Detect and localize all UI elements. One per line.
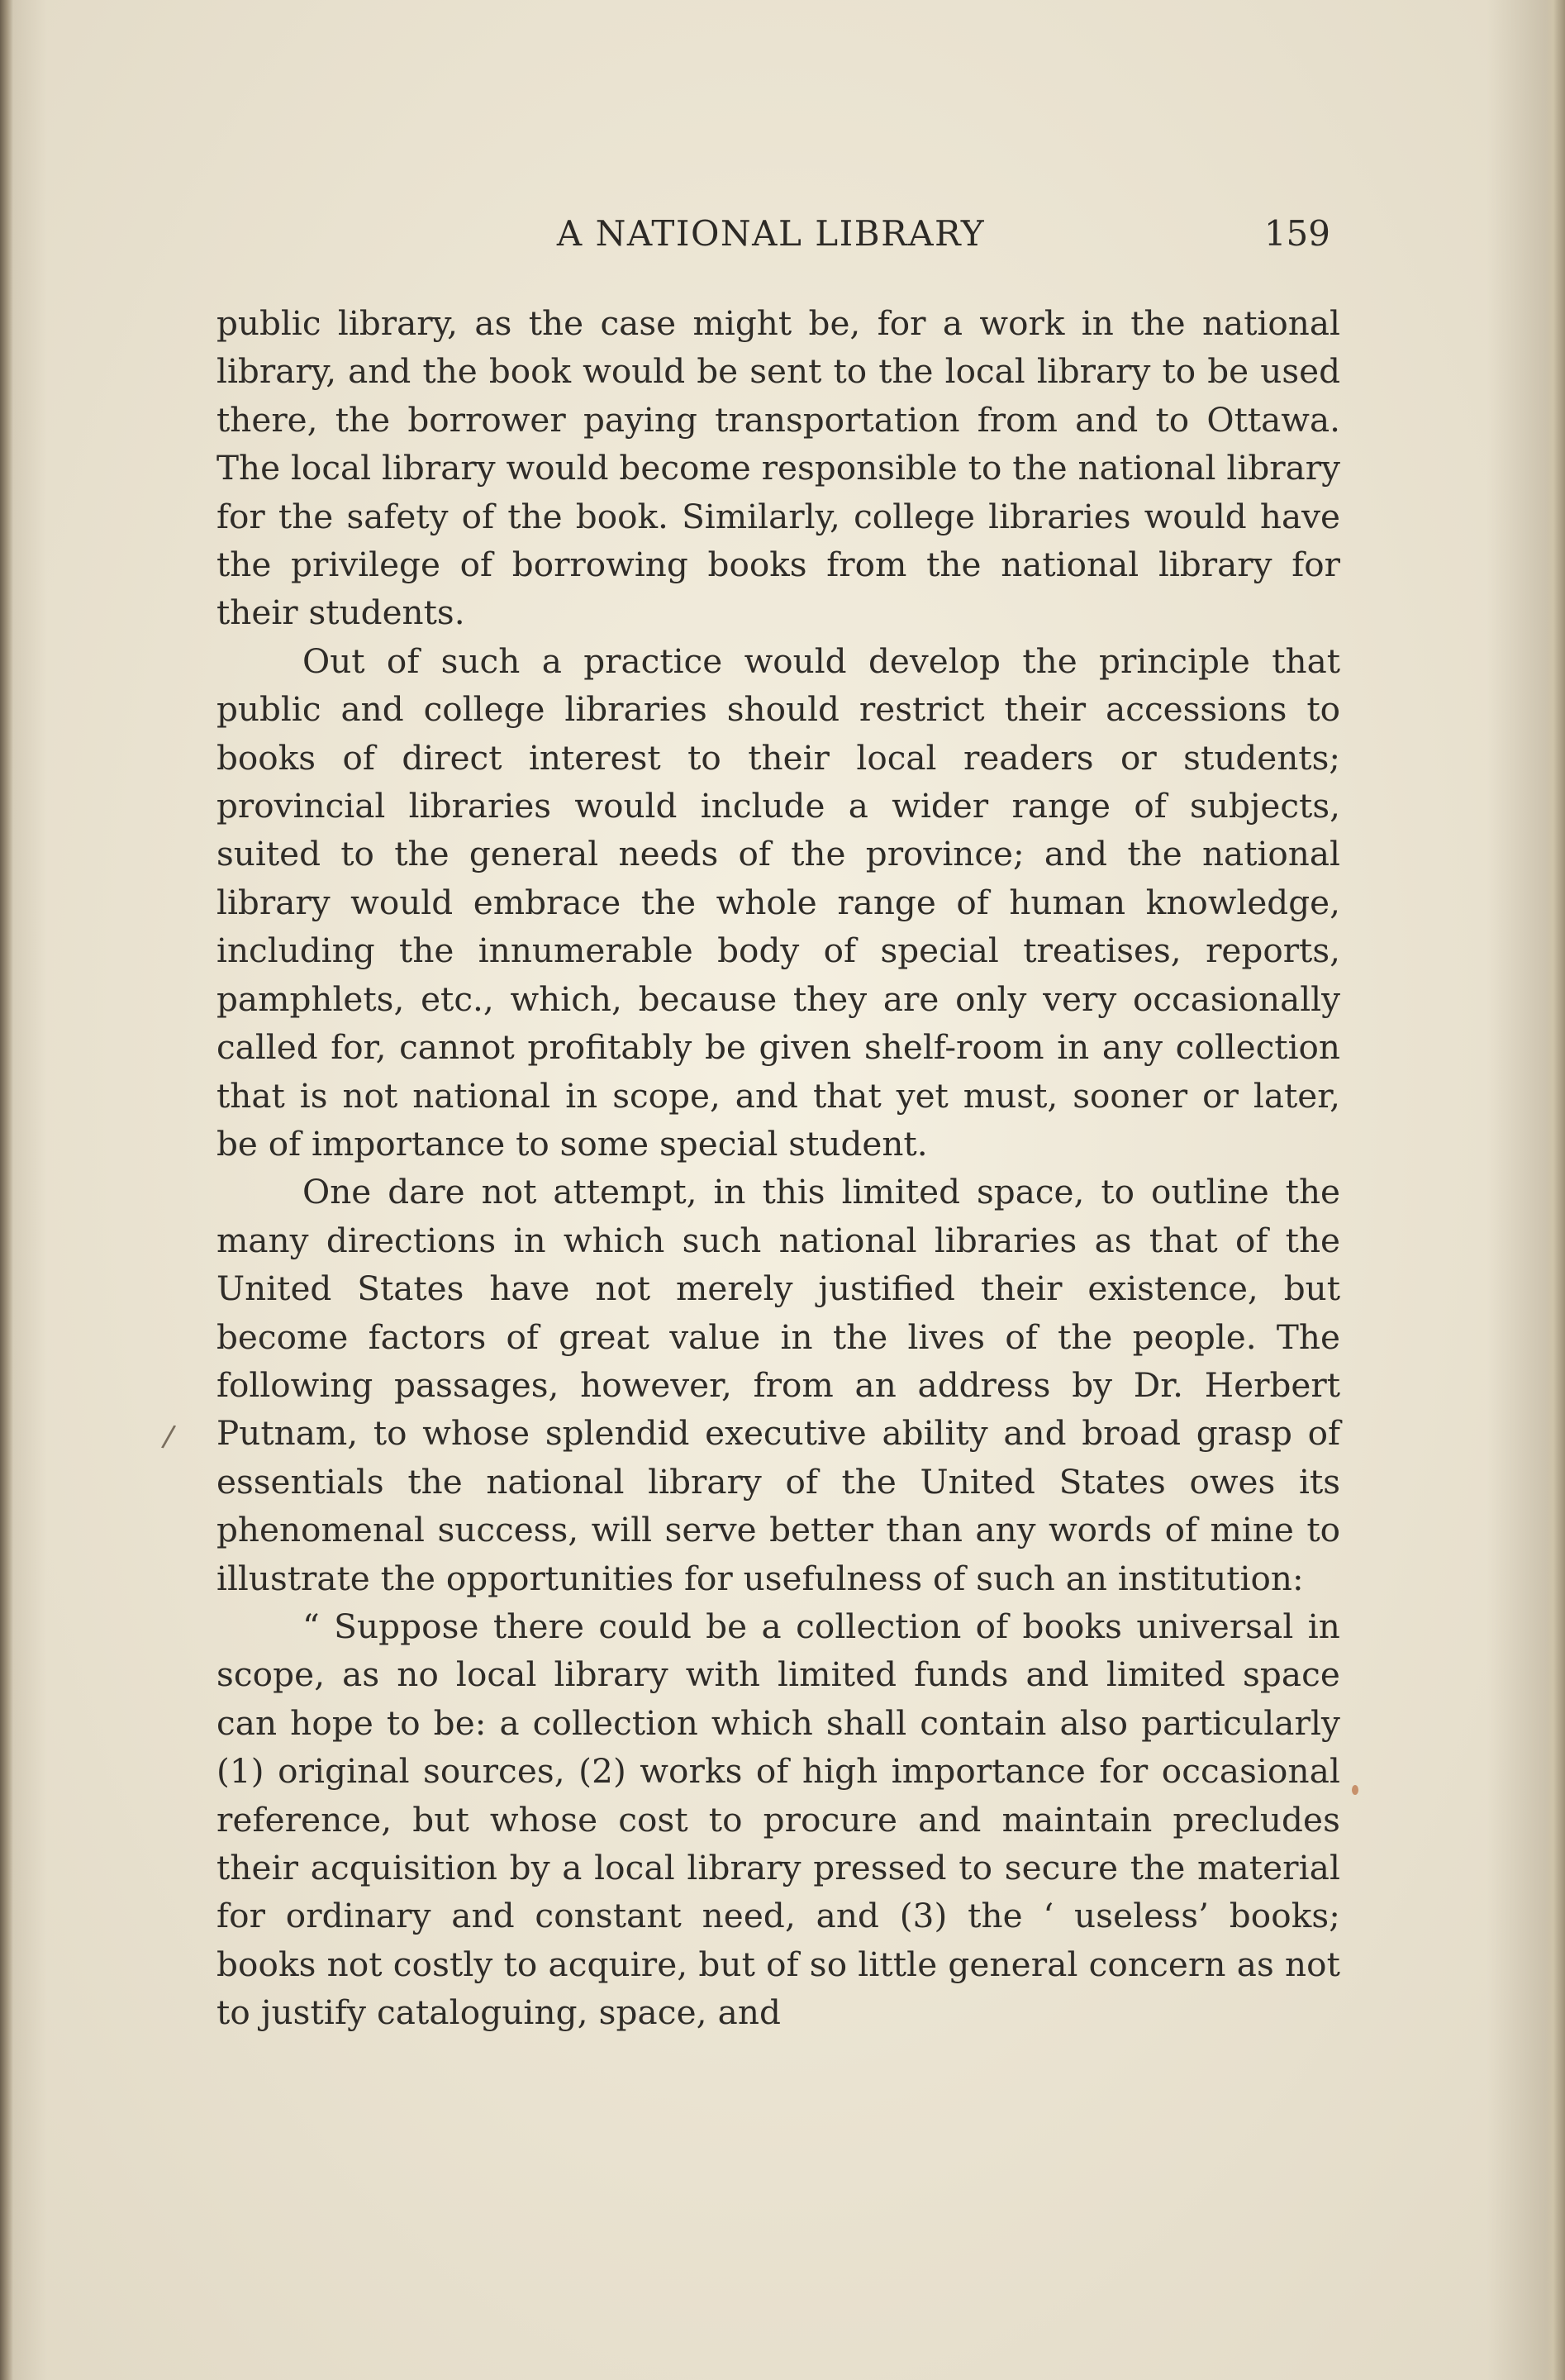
paragraph: public library, as the case might be, for a work in the national library, and the book would be sent to the local library to be used there, the borrower paying transportation from and to Ottawa. The local library would become responsible to the national library for the safety of the book. Similarly, college libraries would have the privilege of borrowing books from the national library for their students. bbox=[216, 303, 1340, 633]
margin-pencil-mark: / bbox=[159, 1419, 178, 1454]
page-edge-shadow bbox=[1545, 0, 1565, 2380]
quotation-paragraph: “ Suppose there could be a collection of books universal in scope, as no local library with limited funds and limited space can hope to be: a collection which shall contain also particularly (1) original sources, (2) works of high importance for occasional reference, but whose cost to procure and maintain precludes their acquisition by a local library pressed to secure the material for ordinary and constant need, and (3) the ‘ useless’ books; books not costly to acquire, but of so little general concern as not to justify cataloguing, space, and bbox=[216, 1606, 1340, 2033]
page-gutter-shadow bbox=[0, 0, 13, 2380]
page-number: 159 bbox=[1263, 213, 1330, 254]
body-text bbox=[216, 299, 1340, 2037]
running-header bbox=[212, 213, 1330, 263]
paragraph: Out of such a practice would develop the principle that public and college libraries should restrict their accessions to books of direct interest to their local readers or students; provincial libraries would include a wider range of subjects, suited to the general needs of the province; and the national library would embrace the whole range of human knowledge, including the innumerable body of special treatises, reports, pamphlets, etc., which, because they are only very occasionally called for, cannot profitably be given shelf-room in any collection that is not national in scope, and that yet must, sooner or later, be of importance to some special student. bbox=[216, 640, 1340, 1164]
running-title: A NATIONAL LIBRARY bbox=[556, 213, 986, 254]
ink-spot bbox=[1352, 1785, 1358, 1795]
paragraph: One dare not attempt, in this limited space, to outline the many directions in which such national libraries as that of the United States have not merely justified their existence, but become factors of great value in the lives of the people. The following passages, however, from an address by Dr. Herbert Putnam, to whose splendid executive ability and broad grasp of essentials the national library of the United States owes its phenomenal success, will serve better than any words of mine to illustrate the opportunities for usefulness of such an institution: bbox=[216, 1172, 1340, 1598]
